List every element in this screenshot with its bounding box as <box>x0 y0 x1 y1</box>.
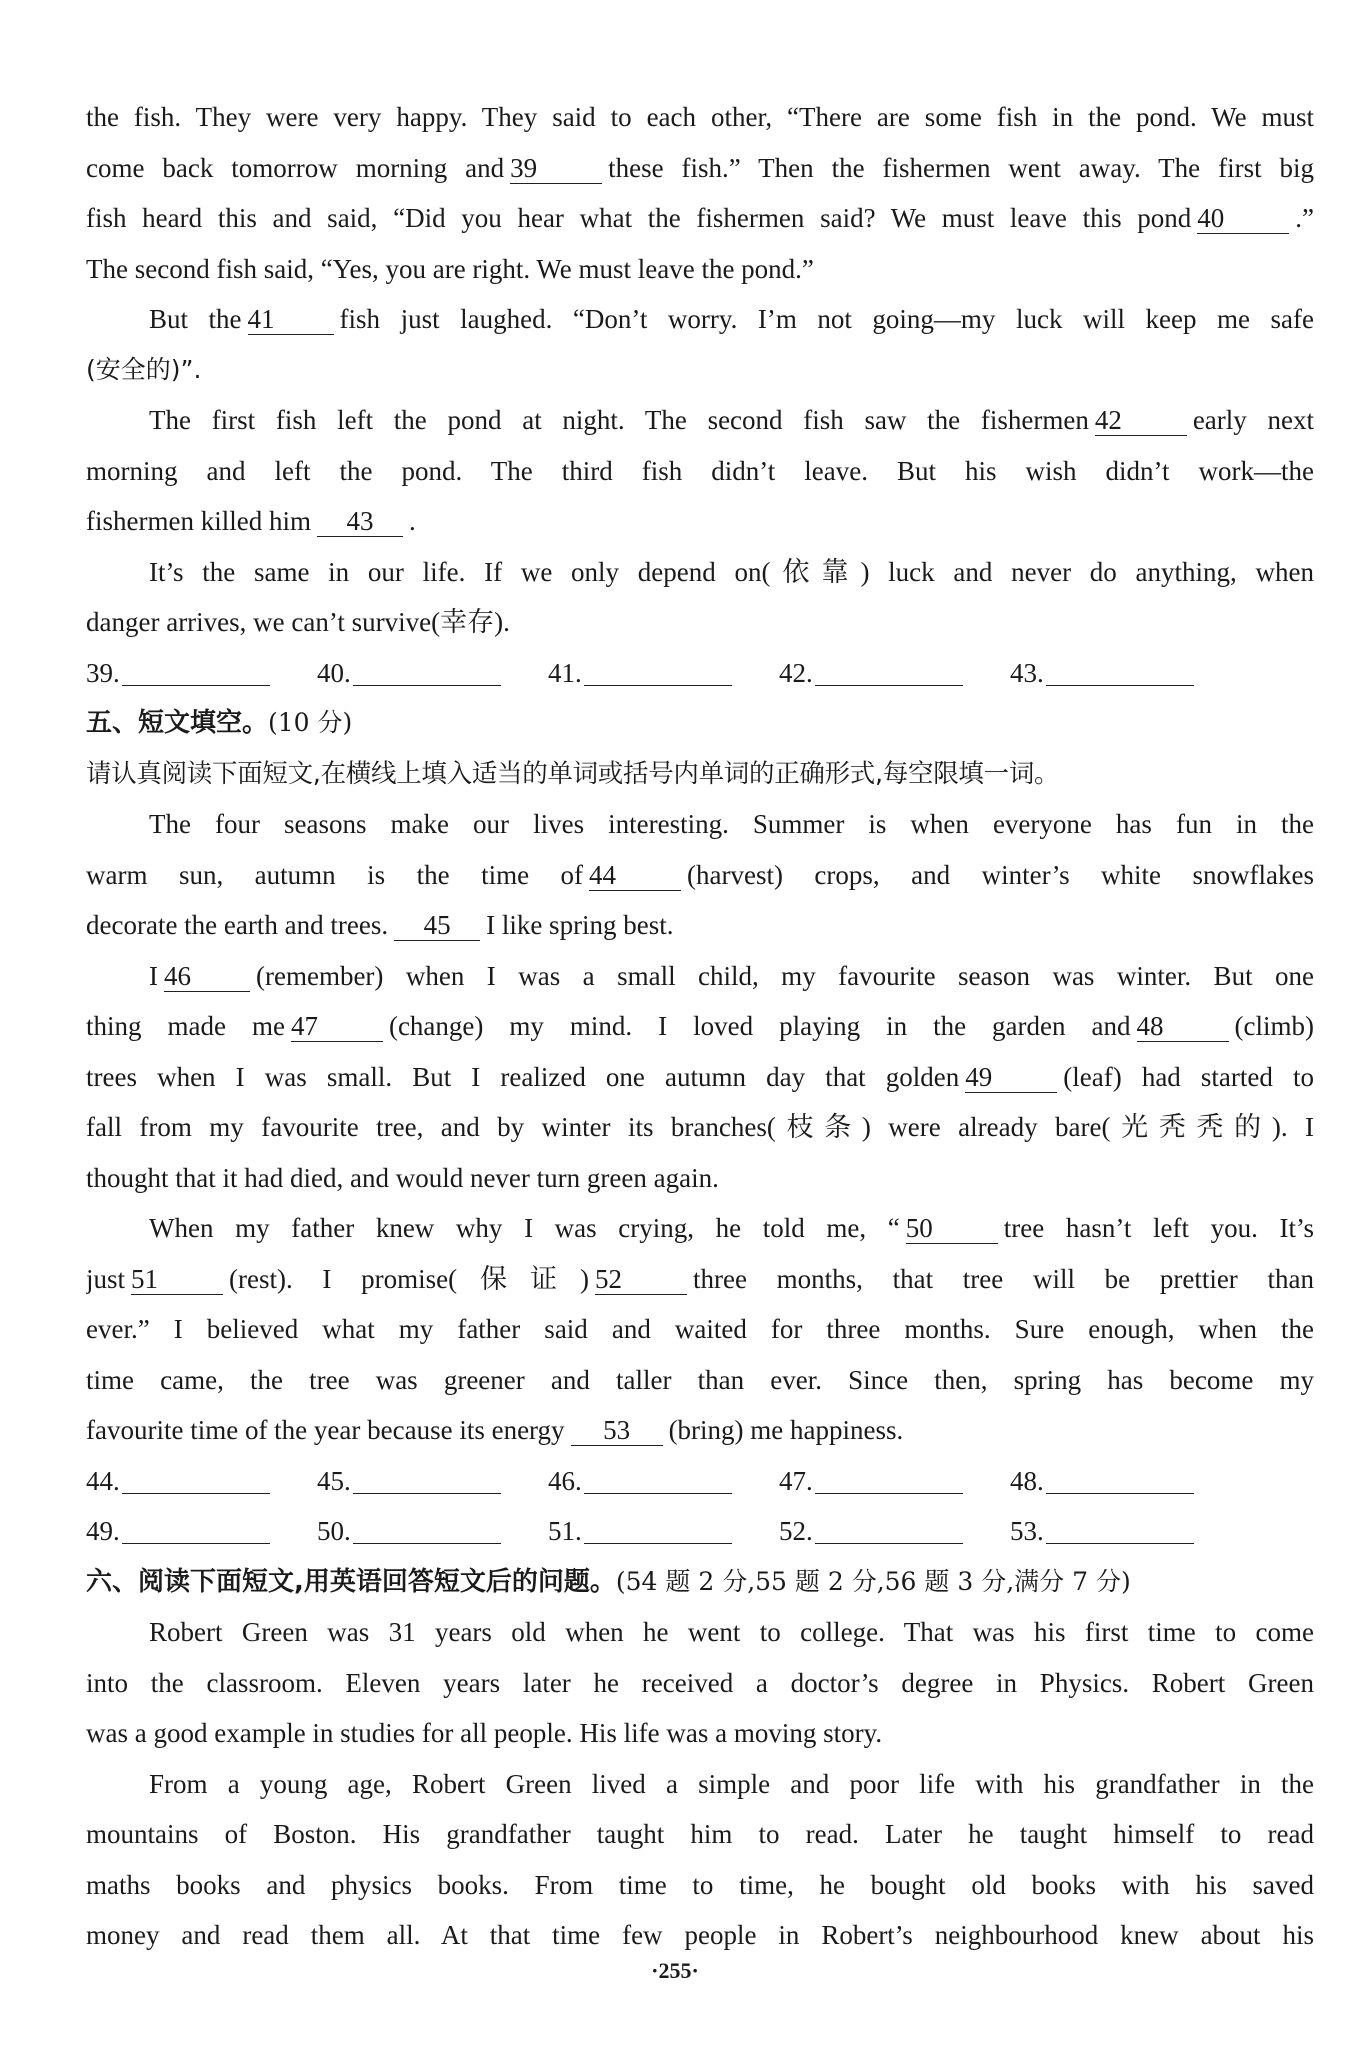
text-line: warm sun, autumn is the time of 44 (harvest) crops, and winter’s white snowflakes <box>86 859 1314 890</box>
text-line: I 46 (remember) when I was a small child, my favourite season was winter. But one <box>149 960 1314 991</box>
text-line: (安全的)”. <box>86 354 202 384</box>
page-number: ·255· <box>651 1958 699 1983</box>
blank-43[interactable]: 43 <box>317 506 403 537</box>
answer-blank[interactable] <box>1046 655 1194 686</box>
answer-number: 40. <box>317 657 351 688</box>
section-score: (10 分) <box>268 708 353 737</box>
section-heading: 六、阅读下面短文,用英语回答短文后的问题。(54 题 2 分,55 题 2 分,56 题 3 分,满分 7 分) <box>86 1566 1131 1597</box>
answer-blank[interactable] <box>1046 1513 1194 1544</box>
blank-44[interactable]: 44 <box>589 860 681 891</box>
text-line: When my father knew why I was crying, he told me, “ 50 tree hasn’t left you. It’s <box>149 1213 1314 1243</box>
blank-42[interactable]: 42 <box>1095 405 1187 436</box>
text-line: just 51 (rest). I promise(保证) 52 three months, that tree will be prettier than <box>86 1263 1314 1294</box>
blank-49[interactable]: 49 <box>965 1062 1057 1093</box>
answer-number: 45. <box>317 1465 351 1496</box>
blank-39[interactable]: 39 <box>510 153 602 184</box>
answer-blank[interactable] <box>584 655 732 686</box>
text-line: morning and left the pond. The third fish didn’t leave. But his wish didn’t work—the <box>86 455 1314 486</box>
answer-row <box>86 648 1314 699</box>
answer-blank[interactable] <box>815 655 963 686</box>
text-line: fishermen killed him 43 . <box>86 506 416 536</box>
answer-number: 44. <box>86 1465 120 1496</box>
blank-46[interactable]: 46 <box>164 961 250 992</box>
text-line: maths books and physics books. From time to time, he bought old books with his saved <box>86 1869 1314 1900</box>
blank-51[interactable]: 51 <box>131 1264 223 1295</box>
blank-40[interactable]: 40 <box>1197 203 1289 234</box>
answer-number: 53. <box>1010 1516 1044 1546</box>
text-line: Robert Green was 31 years old when he went to college. That was his first time to come <box>149 1617 1314 1647</box>
text-line: fall from my favourite tree, and by winter its branches(枝条) were already bare(光秃秃的). I <box>86 1112 1314 1142</box>
answer-blank[interactable] <box>353 1513 501 1544</box>
answer-row <box>86 1456 1314 1507</box>
text-line: The first fish left the pond at night. The second fish saw the fishermen 42 early next <box>149 405 1314 435</box>
text-line: thought that it had died, and would never turn green again. <box>86 1162 719 1193</box>
blank-52[interactable]: 52 <box>595 1264 687 1295</box>
text-line: come back tomorrow morning and 39 these fish.” Then the fishermen went away. The first big <box>86 152 1314 183</box>
answer-number: 51. <box>548 1516 582 1546</box>
text-line: The four seasons make our lives interesting. Summer is when everyone has fun in the <box>149 809 1314 839</box>
answer-blank[interactable] <box>584 1513 732 1544</box>
answer-number: 43. <box>1010 657 1044 688</box>
answer-blank[interactable] <box>353 1463 501 1494</box>
text-line: mountains of Boston. His grandfather taught him to read. Later he taught himself to read <box>86 1819 1314 1849</box>
answer-blank[interactable] <box>815 1463 963 1494</box>
blank-50[interactable]: 50 <box>906 1213 998 1244</box>
text-line: trees when I was small. But I realized one autumn day that golden 49 (leaf) had started to <box>86 1061 1314 1092</box>
text-line: favourite time of the year because its energy 53 (bring) me happiness. <box>86 1415 904 1445</box>
text-line: time came, the tree was greener and taller than ever. Since then, spring has become my <box>86 1364 1314 1395</box>
text-line: thing made me 47 (change) my mind. I loved playing in the garden and 48 (climb) <box>86 1011 1314 1041</box>
answer-number: 48. <box>1010 1465 1044 1496</box>
blank-53[interactable]: 53 <box>571 1415 663 1446</box>
answer-blank[interactable] <box>122 655 270 686</box>
text-line: money and read them all. At that time few people in Robert’s neighbourhood knew about his <box>86 1920 1314 1950</box>
blank-47[interactable]: 47 <box>291 1011 383 1042</box>
answer-blank[interactable] <box>122 1463 270 1494</box>
text-line: It’s the same in our life. If we only depend on(依靠) luck and never do anything, when <box>149 556 1314 587</box>
answer-blank[interactable] <box>584 1463 732 1494</box>
text-line: From a young age, Robert Green lived a simple and poor life with his grandfather in the <box>149 1768 1314 1799</box>
blank-45[interactable]: 45 <box>394 910 480 941</box>
section-heading: 五、短文填空。(10 分) <box>86 708 353 738</box>
answer-number: 39. <box>86 657 120 688</box>
text-line: ever.” I believed what my father said and waited for three months. Sure enough, when the <box>86 1314 1314 1344</box>
text-line: fish heard this and said, “Did you hear what the fishermen said? We must leave this pond 40 .” <box>86 203 1314 233</box>
answer-number: 41. <box>548 657 582 688</box>
blank-48[interactable]: 48 <box>1137 1011 1229 1042</box>
answer-blank[interactable] <box>122 1513 270 1544</box>
blank-41[interactable]: 41 <box>248 304 334 335</box>
text-line: The second fish said, “Yes, you are right. We must leave the pond.” <box>86 253 814 284</box>
text-line: But the 41 fish just laughed. “Don’t worry. I’m not going—my luck will keep me safe <box>149 304 1314 334</box>
text-line: decorate the earth and trees. 45 I like spring best. <box>86 910 674 940</box>
answer-blank[interactable] <box>1046 1463 1194 1494</box>
answer-number: 47. <box>779 1465 813 1496</box>
answer-blank[interactable] <box>353 655 501 686</box>
answer-number: 52. <box>779 1516 813 1546</box>
section-score: (54 题 2 分,55 题 2 分,56 题 3 分,满分 7 分) <box>615 1566 1131 1596</box>
text-line: the fish. They were very happy. They said to each other, “There are some fish in the pond. We must <box>86 102 1314 132</box>
answer-number: 42. <box>779 657 813 688</box>
answer-blank[interactable] <box>815 1513 963 1544</box>
text-line: into the classroom. Eleven years later he received a doctor’s degree in Physics. Robert Green <box>86 1667 1314 1698</box>
text-line: was a good example in studies for all people. His life was a moving story. <box>86 1718 883 1748</box>
section-instruction: 请认真阅读下面短文,在横线上填入适当的单词或括号内单词的正确形式,每空限填一词。 <box>86 758 1060 789</box>
answer-row <box>86 1506 1314 1557</box>
answer-number: 49. <box>86 1516 120 1546</box>
answer-number: 46. <box>548 1465 582 1496</box>
answer-number: 50. <box>317 1516 351 1546</box>
text-line: danger arrives, we can’t survive(幸存). <box>86 607 510 637</box>
